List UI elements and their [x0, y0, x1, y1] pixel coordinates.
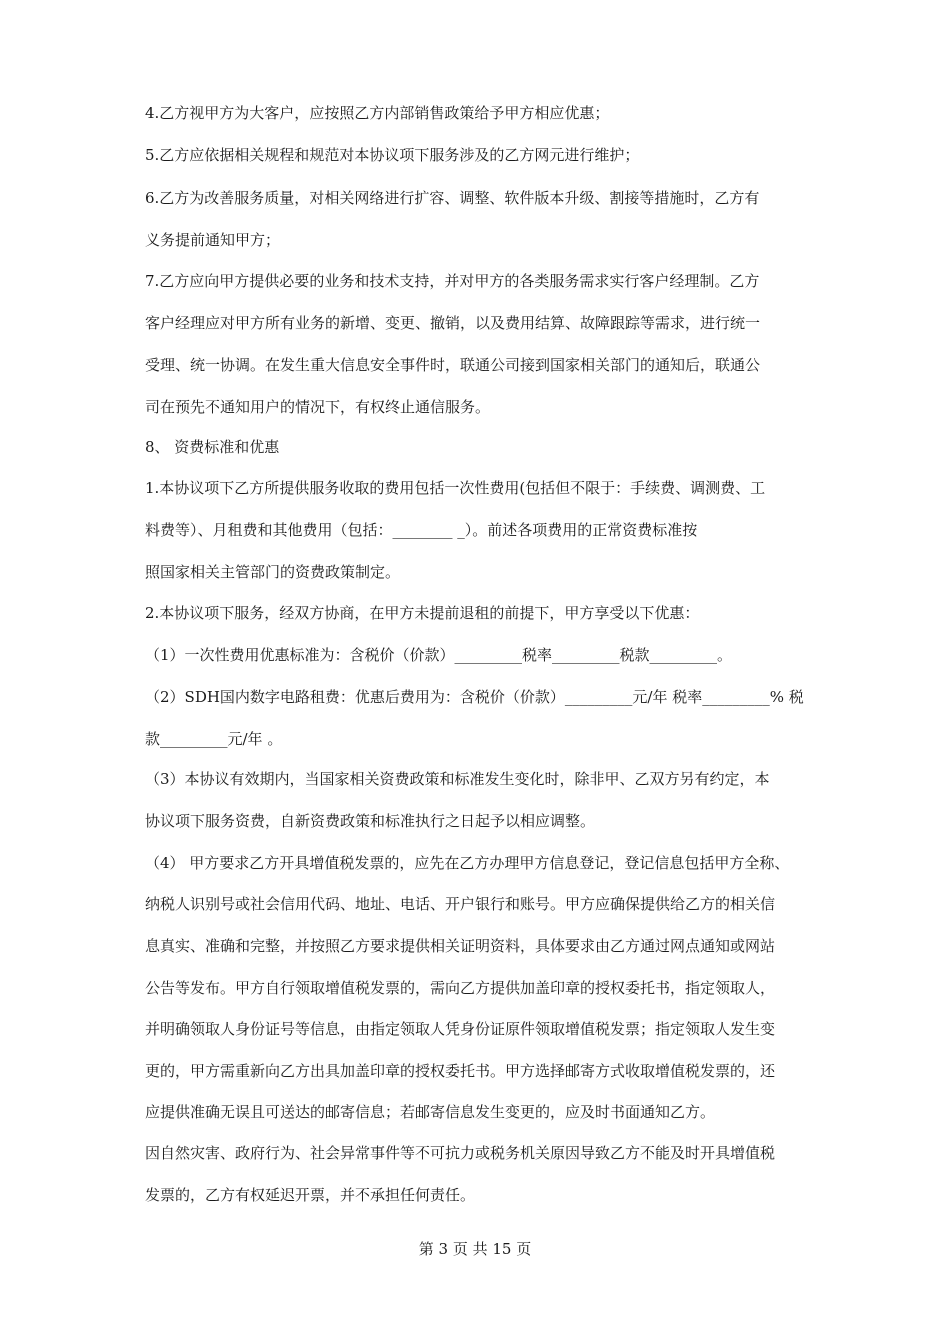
text-line: 客户经理应对甲方所有业务的新增、变更、撤销，以及费用结算、故障跟踪等需求，进行统一 — [145, 314, 761, 332]
text-line: 款_________元/年 。 — [145, 730, 283, 748]
text-line: 7.乙方应向甲方提供必要的业务和技术支持，并对甲方的各类服务需求实行客户经理制。乙方 — [145, 272, 760, 290]
text-line: 2.本协议项下服务，经双方协商，在甲方未提前退租的前提下，甲方享受以下优惠： — [145, 604, 700, 622]
text-line: 4.乙方视甲方为大客户，应按照乙方内部销售政策给予甲方相应优惠； — [145, 104, 610, 122]
text-line: （1）一次性费用优惠标准为：含税价（价款）_________税率_________税款_________。 — [145, 646, 733, 664]
text-line: 并明确领取人身份证号等信息，由指定领取人凭身份证原件领取增值税发票；指定领取人发生变 — [145, 1020, 776, 1038]
text-line: 息真实、准确和完整，并按照乙方要求提供相关证明资料，具体要求由乙方通过网点通知或网站 — [145, 937, 776, 955]
text-line: 料费等）、月租费和其他费用（包括：________ _）。前述各项费用的正常资费标准按 — [145, 521, 698, 539]
text-line: 5.乙方应依据相关规程和规范对本协议项下服务涉及的乙方网元进行维护； — [145, 146, 640, 164]
text-line: 照国家相关主管部门的资费政策制定。 — [145, 563, 401, 581]
text-line: 司在预先不通知用户的情况下，有权终止通信服务。 — [145, 398, 491, 416]
text-line: 6.乙方为改善服务质量，对相关网络进行扩容、调整、软件版本升级、割接等措施时，乙方有 — [145, 189, 760, 207]
text-line: 应提供准确无误且可送达的邮寄信息；若邮寄信息发生变更的，应及时书面通知乙方。 — [145, 1103, 716, 1121]
text-line: 公告等发布。甲方自行领取增值税发票的，需向乙方提供加盖印章的授权委托书，指定领取人， — [145, 979, 776, 997]
text-line: 因自然灾害、政府行为、社会异常事件等不可抗力或税务机关原因导致乙方不能及时开具增值税 — [145, 1144, 776, 1162]
text-line: （2）SDH国内数字电路租费：优惠后费用为：含税价（价款）_________元/年 税率_________% 税 — [145, 688, 804, 706]
text-line: （4） 甲方要求乙方开具增值税发票的，应先在乙方办理甲方信息登记，登记信息包括甲方全称、 — [145, 854, 790, 872]
section-heading: 8、 资费标准和优惠 — [145, 438, 280, 456]
text-line: 受理、统一协调。在发生重大信息安全事件时，联通公司接到国家相关部门的通知后，联通公 — [145, 356, 761, 374]
text-line: 发票的，乙方有权延迟开票，并不承担任何责任。 — [145, 1186, 476, 1204]
text-line: （3）本协议有效期内，当国家相关资费政策和标准发生变化时，除非甲、乙双方另有约定，本 — [145, 770, 770, 788]
text-line: 义务提前通知甲方； — [145, 231, 281, 249]
page-number-footer: 第 3 页 共 15 页 — [418, 1240, 532, 1258]
text-line: 1.本协议项下乙方所提供服务收取的费用包括一次性费用(包括但不限于：手续费、调测费、工 — [145, 479, 766, 497]
text-line: 更的，甲方需重新向乙方出具加盖印章的授权委托书。甲方选择邮寄方式收取增值税发票的，还 — [145, 1062, 776, 1080]
text-line: 协议项下服务资费，自新资费政策和标准执行之日起予以相应调整。 — [145, 812, 596, 830]
text-line: 纳税人识别号或社会信用代码、地址、电话、开户银行和账号。甲方应确保提供给乙方的相关信 — [145, 895, 776, 913]
